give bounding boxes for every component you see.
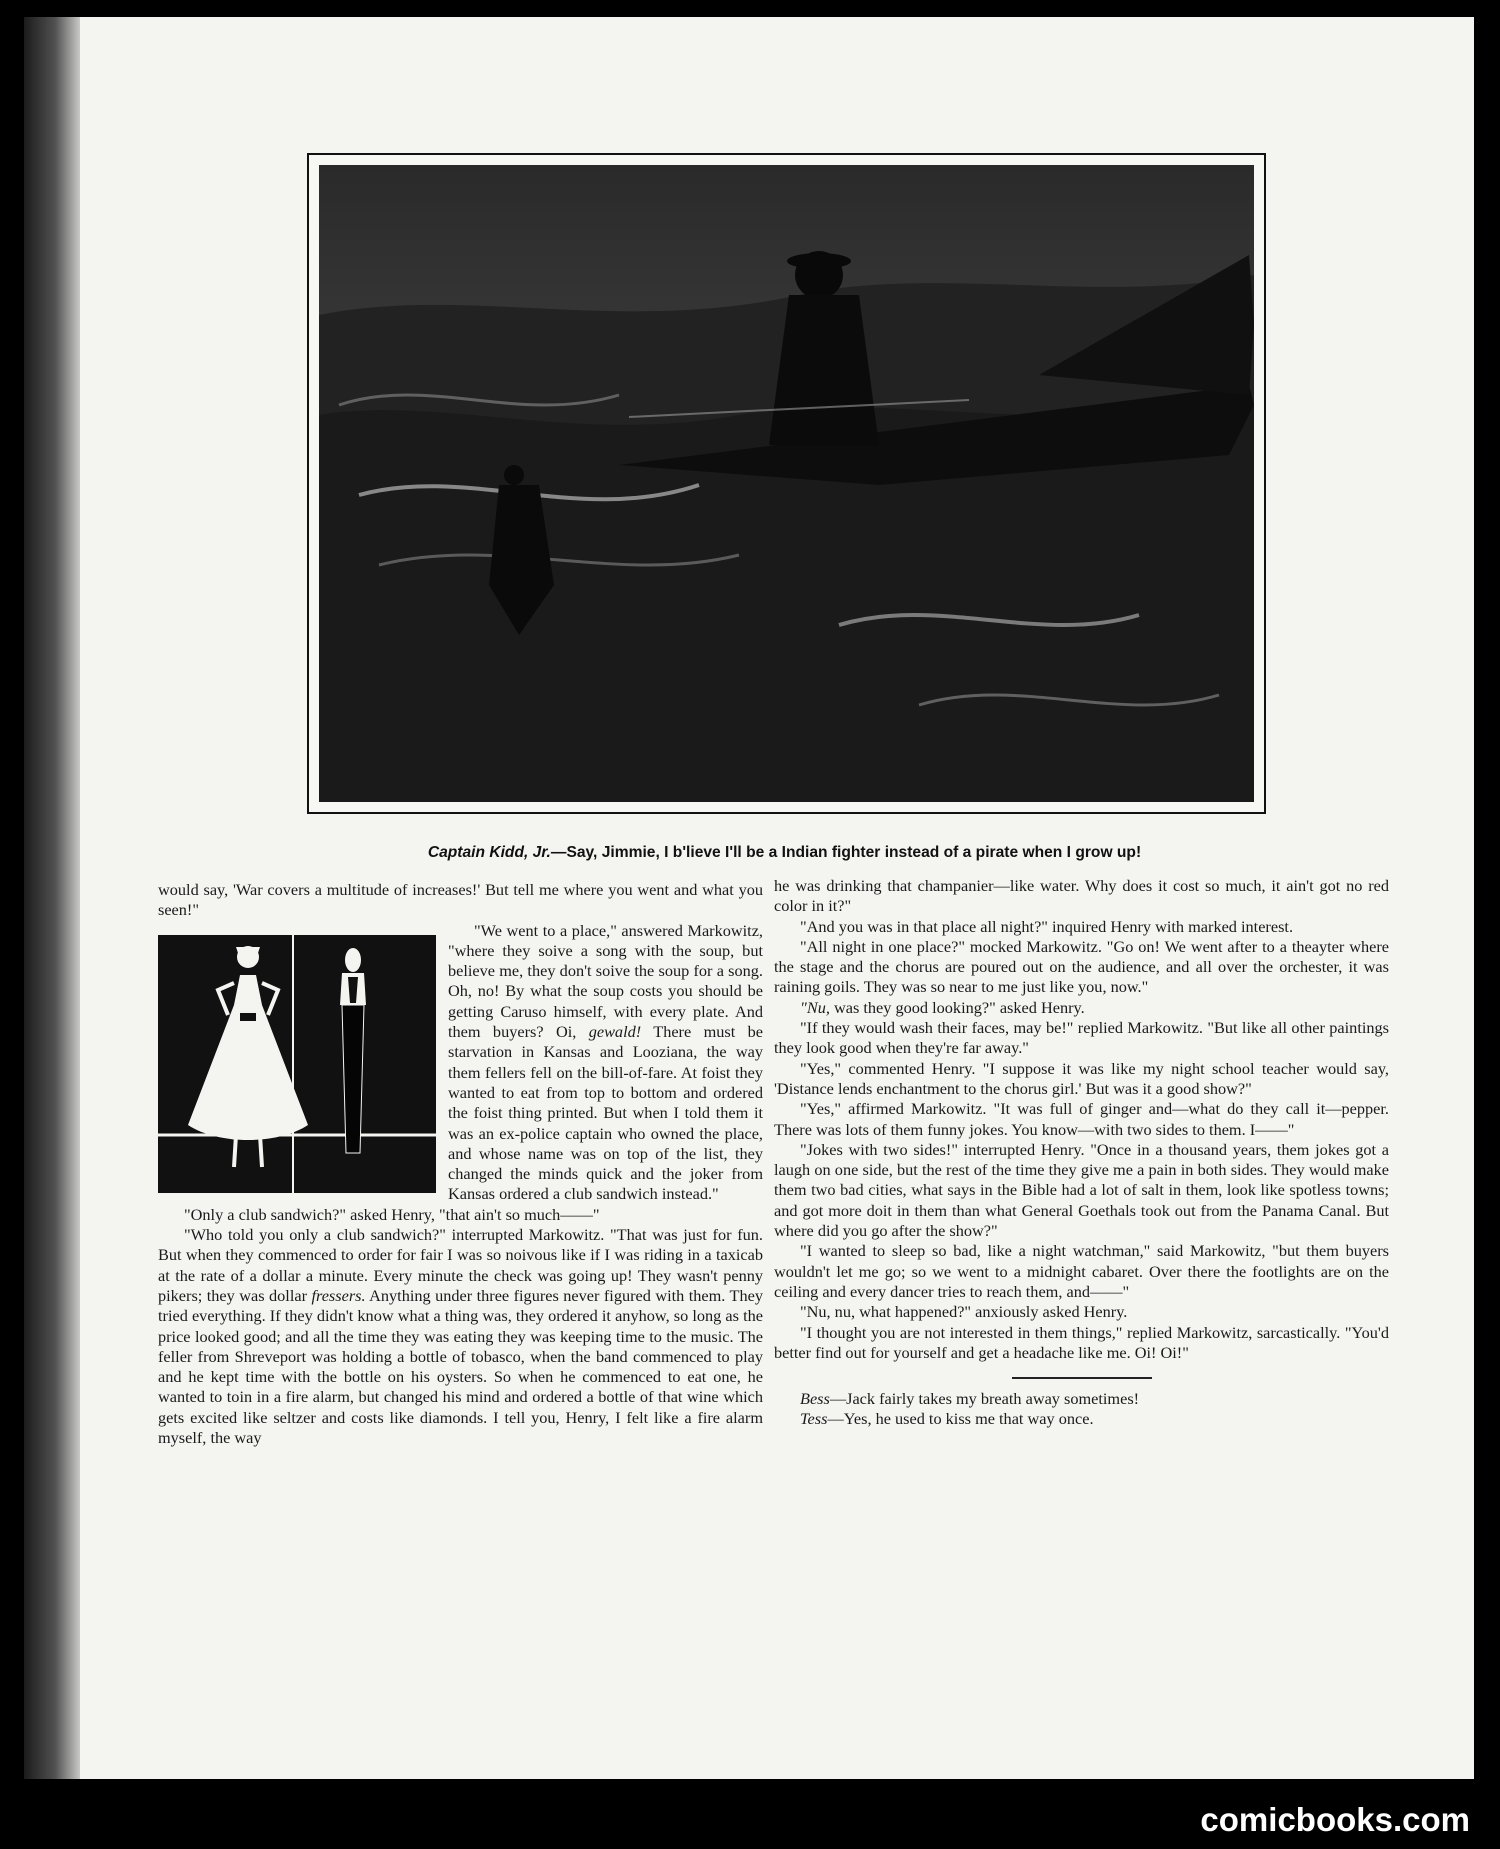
- stormy-sea-scene: [319, 165, 1254, 802]
- right-paragraph: "Nu, nu, what happened?" anxiously asked Henry.: [800, 1302, 1128, 1322]
- illustration-frame: [307, 153, 1266, 814]
- site-watermark: comicbooks.com: [1200, 1801, 1470, 1838]
- right-paragraph: "I thought you are not interested in them things," replied Markowitz, sarcastically. "You'd better find out for yourself and get a headache like me. Oi! Oi!": [774, 1322, 1389, 1362]
- right-paragraph: "Yes," affirmed Markowitz. "It was full of ginger and—what do they call it—pepper. There was lots of them funny jokes. You know—with two sides to them. I——": [774, 1099, 1389, 1139]
- right-paragraph: "All night in one place?" mocked Markowitz. "Go on! We went after to a theayter where the stage and the chorus are poured out on the audience, and all over the orchester, it was raining goils. They was so near to me just like you, now.": [774, 936, 1389, 997]
- right-paragraph: "Nu, was they good looking?" asked Henry.: [800, 997, 1085, 1017]
- right-paragraph: "I wanted to sleep so bad, like a night watchman," said Markowitz, "but them buyers wouldn't let me go; so we went to a midnight cabaret. Over there the footlights are on the ceiling and every dancer tries to reach them, and——": [774, 1241, 1389, 1301]
- left-paragraph: "We went to a place," answered Markowitz, "where they soive a song with the soup, but believe me, they don't soive the soup for a song. Oh, no! By what the soup costs you should be getting Caruso himself, with every plate. And them buyers? Oi, gewald! There must be starvation in Kansas and Looziana, the way them fellers fell on the bill-of-fare. At foist they wanted to eat from top to bottom and ordered the foist thing printed. But when I told them it was an ex-police captain who owned the place, and whose name was on top of the list, they changed the minds quick and the joker from Kansas ordered a club sandwich instead.": [448, 920, 764, 1204]
- right-paragraph: "If they would wash their faces, may be!" replied Markowitz. "But like all other paintings they look good when they're far away.": [774, 1018, 1389, 1058]
- joke-line: Bess—Jack fairly takes my breath away sometimes!: [800, 1389, 1140, 1409]
- left-paragraph: "Only a club sandwich?" asked Henry, "that ain't so much——": [184, 1204, 600, 1224]
- caption-name: Captain Kidd, Jr.: [427, 844, 551, 861]
- captain-kidd-illustration: [319, 165, 1254, 802]
- joke-line: Tess—Yes, he used to kiss me that way once.: [800, 1409, 1094, 1429]
- binding-edge: [24, 17, 80, 1779]
- caption-text: —Say, Jimmie, I b'lieve I'll be a Indian fighter instead of a pirate when I grow up!: [550, 844, 1142, 861]
- left-column: [158, 880, 763, 1448]
- left-paragraph: "Who told you only a club sandwich?" interrupted Markowitz. "That was just for fun. But when they commenced to order for fair I was so noivous like if I was riding in a taxicab at the rate of a dollar a minute. Every minute the check was going up! They wasn't penny pikers; they was dollar fressers. Anything under three figures never figured with them. They tried everything. If they didn't know what a thing was, they ordered it anyhow, so long as the price looked good; and all the time they was eating they was keeping time to the music. The feller from Shreveport was holding a bottle of tobasco, when the band commenced to play and he kept time with the bottle on his oysters. So when he commenced to eat one, he wanted to toin in a fire alarm, but changed his mind and ordered a bottle of that wine which gets excited like seltzer and costs like diamonds. I tell you, Henry, I felt like a fire alarm myself, the way: [158, 1225, 763, 1448]
- illustration-caption: [307, 844, 1262, 862]
- right-paragraph: "Yes," commented Henry. "I suppose it was like my night school teacher would say, 'Distance lends enchantment to the chorus girl.' But was it a good show?": [774, 1058, 1389, 1098]
- right-column: [774, 876, 1389, 1430]
- left-paragraph: would say, 'War covers a multitude of increases!' But tell me where you went and what you seen!": [158, 880, 763, 920]
- dancing-couple-vignette: [158, 935, 436, 1193]
- right-paragraph: "Jokes with two sides!" interrupted Henry. "Once in a thousand years, them jokes got a laugh on one side, but the rest of the time they give me a pain in both sides. They would make them two bad cities, what says in the Bible had a lot of salt in them, look like spotless towns; and got more doit in them than what General Goethals took out from the Panama Canal. But where did you go after the show?": [774, 1139, 1389, 1241]
- section-rule: [1012, 1377, 1152, 1379]
- right-paragraph: he was drinking that champanier—like water. Why does it cost so much, it ain't got no red color in it?": [774, 876, 1389, 916]
- magazine-page: [24, 17, 1474, 1779]
- couple-silhouette: [158, 935, 436, 1193]
- right-paragraph: "And you was in that place all night?" inquired Henry with marked interest.: [800, 916, 1294, 936]
